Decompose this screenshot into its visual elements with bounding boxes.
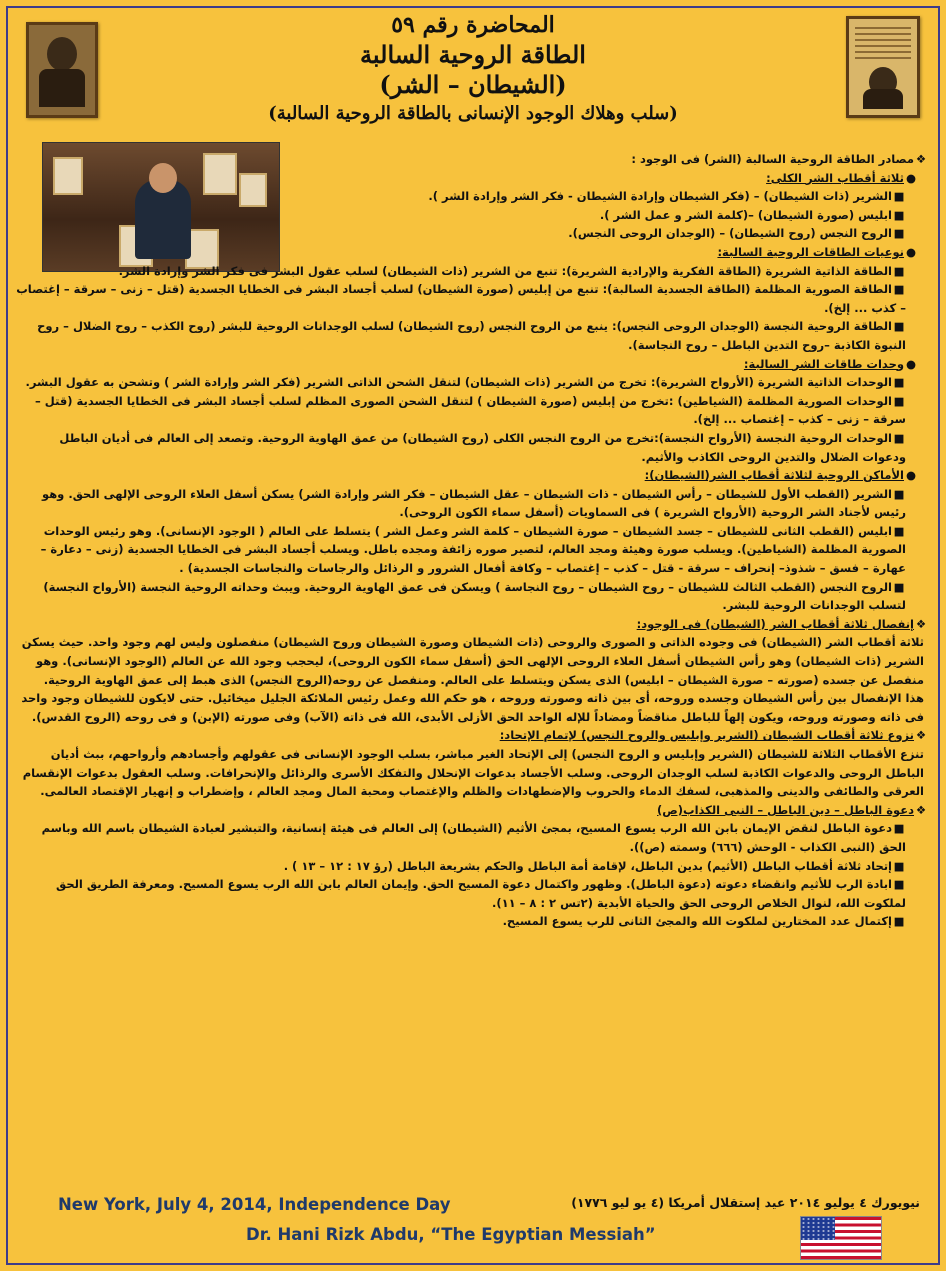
section-text: دعوة الباطل – دين الباطل – النبى الكذاب(ص) [657, 802, 914, 817]
section-text: الروح النجس (روح الشيطان) – (الوجدان الروحى النجس). [568, 226, 892, 241]
section-text: ابليس (القطب الثانى للشيطان – جسد الشيطان – صورة الشيطان – كلمة الشر وعمل الشر ) يتسلط على العالم ( الوجود الإنسانى). وهو رئيس الوحدات الصورية المظلمة (الشياطين). ويسلب صورة وهيئة ومجد العالم، لتصير صوره زائفة ومجده باطل. ويسلب أجساد البشر فى الخطايا الجسدية (زنى – دعارة – عهارة – فسق – شذوذ– إنحراف – سرقة - قتل – كذب – إغتصاب – وكافة أفعال الشرور و الرذائل والرجاسات والنجاسات الجسدية) . [40, 523, 906, 576]
us-flag-image [800, 1216, 882, 1260]
section-heading [12, 150, 932, 169]
list-item [12, 522, 932, 578]
dot-bullet-icon: ● [905, 356, 917, 371]
list-item [12, 485, 932, 522]
sq-bullet-icon: ■ [893, 375, 905, 390]
lecture-subtitle: (الشيطان – الشر) [379, 70, 567, 99]
book-cover-text-lines [855, 27, 911, 61]
list-item [12, 317, 932, 354]
list-item [12, 206, 932, 225]
footer-author: Dr. Hani Rizk Abdu, “The Egyptian Messiah” [246, 1225, 656, 1244]
lecture-content [12, 150, 932, 931]
sq-bullet-icon: ■ [893, 486, 905, 501]
list-item [12, 912, 932, 931]
section-text: الوحدات الروحية النجسة (الأرواح النجسة):تخرج من الروح النجس الكلى (روح الشيطان) من عمق الهاوية الروحية. وتصعد إلى العالم فى أديان الباطل ودعوات الضلال والتدين الروحى الكاذب والأثيم. [59, 430, 906, 464]
section-text: ابادة الرب للأثيم وانقضاء دعوته (دعوة الباطل). وظهور واكتمال دعوة المسيح الحق. وإيمان العالم بابن الله الرب يسوع المسيح. ومعرفة الطريق الحق لملكوت الله، لنوال الخلاص الروحى الحق والحياة الأبدية (٢تس ٢ : ٨ – ١١). [55, 877, 906, 910]
list-item [12, 262, 932, 281]
section-text: الوحدات الصورية المظلمة (الشياطين) :تخرج من إبليس (صورة الشيطان ) لتنقل الشحن الصورى المظلم لسلب أجساد البشر فى الخطايا الجسدية (قتل – سرقة – زنى – كذب – إغتصاب ... إلخ). [35, 393, 906, 427]
section-text: ثلاثة أقطاب الشر (الشيطان) فى وجوده الذاتى و الصورى والروحى (ذات الشيطان وصورة الشيطان وروح الشيطان) منفصلون وليس لهم وجود واحد. حيث يسكن الشرير (ذات الشيطان) وهو رأس الشيطان أسفل العلاء الروحى الإلهى الحق (أسفل سماء الكون الروحى)، ليحجب وجود الله عن العالم (الوجود الإنسانى). وهو منفصل عن جسده (صورته – صورة الشيطان – ابليس) الذى يسكن ويتسلط على العالم. ومنفصل عن روحه(الروح النجس) الذى هبط إلى عمق الهاوية الروحية. [21, 635, 924, 687]
body-paragraph [12, 745, 932, 801]
portrait-body [39, 69, 85, 107]
section-text: الطاقة الصورية المظلمة (الطاقة الجسدية السالبة): تنبع من إبليس (صورة الشيطان) لسلب أجساد البشر فى الخطايا الجسدية (قتل – زنى – سرقة – إغتصاب – كذب ... إلخ). [16, 282, 906, 315]
list-item [12, 392, 932, 429]
section-text: هذا الإنفصال بين رأس الشيطان وجسده وروحه، أى بين ذاته وصورته وروحه ، هو حكم الله وعمل رئيس الملائكة الجليل ميخائيل. حتى لايكون للشيطان وجود واحد فى ذاته وصورته وروحه، ويكون إلهاً للباطل مناقضاً ومضاداً للإله الواحد الحق الأزلى الأبدى، الله فى ذاته (الآب) وفى صورته (الإبن) و فى روحه (الروح القدس). [21, 691, 924, 724]
sq-bullet-icon: ■ [893, 821, 905, 836]
section-text: الأماكن الروحية لثلاثة أقطاب الشر(الشيطان): [644, 468, 904, 483]
section-text: إنفصال ثلاثة أقطاب الشر (الشيطان) فى الوجود: [636, 616, 914, 631]
list-item [12, 819, 932, 856]
diamond-bullet-icon: ❖ [915, 616, 927, 631]
section-text: الشرير (القطب الأول للشيطان – رأس الشيطان - ذات الشيطان – عقل الشيطان – فكر الشر وإرادة الشر) يسكن أسفل العلاء الروحى الإلهى الحق. وهو رئيس لأجناد الشر الروحية (الأرواح الشريرة ) فى السماويات (أسفل سماء الكون الروحى). [41, 486, 906, 520]
list-item [12, 875, 932, 912]
section-heading [12, 726, 932, 745]
book-cover-body [863, 89, 903, 109]
sq-bullet-icon: ■ [893, 579, 905, 594]
section-text: الوحدات الذاتية الشريرة (الأرواح الشريرة): تخرج من الشرير (ذات الشيطان) لتنقل الشحن الذاتى الشرير (فكر الشر وإرادة الشر ) وتشحن به عقول البشر. [25, 375, 892, 390]
sq-bullet-icon: ■ [893, 430, 905, 445]
section-heading [12, 169, 932, 188]
section-text: وحدات طاقات الشر السالبة: [743, 356, 904, 371]
list-item [12, 857, 932, 876]
section-heading [12, 801, 932, 820]
section-text: نزوع ثلاثة أقطاب الشيطان (الشرير وإبليس والروح النجس) لإتمام الإتحاد: [499, 728, 914, 743]
lecture-description: (سلب وهلاك الوجود الإنسانى بالطاقة الروحية السالبة) [268, 103, 678, 124]
portrait-face [47, 37, 77, 71]
section-text: ابليس (صورة الشيطان) –(كلمة الشر و عمل الشر ). [599, 207, 892, 222]
section-heading [12, 355, 932, 374]
lecture-number: المحاضرة رقم ٥٩ [391, 12, 555, 38]
section-text: نوعيات الطاقات الروحية السالبة: [717, 244, 904, 259]
section-text: مصادر الطاقة الروحية السالبة (الشر) فى الوجود : [631, 152, 914, 166]
book-cover-image [846, 16, 920, 118]
section-text: الروح النجس (القطب الثالث للشيطان – روح الشيطان – روح النجاسة ) ويسكن فى عمق الهاوية الروحية. ويبث وحداته الروحية النجسة (الأرواح النجسة) لتسلب الوجدانات الروحية للبشر. [43, 579, 906, 613]
lecture-header [100, 10, 846, 128]
sq-bullet-icon: ■ [893, 189, 905, 204]
sq-bullet-icon: ■ [893, 858, 905, 873]
dot-bullet-icon: ● [905, 170, 917, 185]
section-text: دعوة الباطل لنقض الإيمان بابن الله الرب يسوع المسيح، بمجئ الأثيم (الشيطان) إلى العالم فى هيئة إنسانية، والتبشير لعبادة الشيطان باسم الله وباسم الحق (النبى الكذاب - الوحش (٦٦٦) وسمته (ص)). [41, 821, 906, 854]
list-item [12, 578, 932, 615]
section-text: ثلاثة أقطاب الشر الكلى: [766, 170, 904, 185]
sq-bullet-icon: ■ [893, 207, 905, 222]
section-heading [12, 243, 932, 262]
footer-date-english: New York, July 4, 2014, Independence Day [58, 1195, 451, 1214]
lecture-title: الطاقة الروحية السالبة [360, 40, 586, 69]
footer-date-arabic: نيويورك ٤ يوليو ٢٠١٤ عيد إستقلال أمريكا (٤ يو ليو ١٧٧٦) [571, 1195, 920, 1210]
dot-bullet-icon: ● [905, 244, 917, 259]
sq-bullet-icon: ■ [893, 319, 905, 334]
sq-bullet-icon: ■ [893, 877, 905, 892]
list-item [12, 187, 932, 206]
diamond-bullet-icon: ❖ [915, 802, 927, 817]
diamond-bullet-icon: ❖ [915, 728, 927, 743]
list-item [12, 224, 932, 243]
sq-bullet-icon: ■ [893, 282, 905, 297]
dot-bullet-icon: ● [905, 468, 917, 483]
section-text: الطاقة الروحية النجسة (الوجدان الروحى النجس): ينبع من الروح النجس (روح الشيطان) لسلب الوجدانات الروحية للبشر (روح الكذب – روح الضلال – روح النبوة الكاذبة –روح التدين الباطل – روح النجاسة). [37, 319, 906, 352]
section-text: إكتمال عدد المختارين لملكوت الله والمجئ الثانى للرب يسوع المسيح. [502, 914, 892, 929]
sq-bullet-icon: ■ [893, 914, 905, 929]
section-heading [12, 466, 932, 485]
list-item [12, 373, 932, 392]
sq-bullet-icon: ■ [893, 523, 905, 538]
section-text: إتحاد ثلاثة أقطاب الباطل (الأثيم) بدين الباطل، لإقامة أمة الباطل والحكم بشريعة الباطل (رؤ ١٧ : ١٢ – ١٣ ) . [283, 858, 892, 873]
sq-bullet-icon: ■ [893, 226, 905, 241]
diamond-bullet-icon: ❖ [915, 152, 927, 166]
section-heading [12, 615, 932, 634]
section-text: تنزع الأقطاب الثلاثة للشيطان (الشرير وإبليس و الروح النجس) إلى الإتحاد الغير مباشر، بسلب الوجود الإنسانى فى عقولهم وأجسادهم وأرواحهم، ببث أديان الباطل الروحى والدعوات الكاذبة لسلب الوجدان الروحى. وسلب الأجساد بدعوات الإنحلال والتفكك الأسرى والرذائل والإنحرافات. وسلب العقول بدعوات الإنقسام العرقى والطائفى والدينى والمذهبى، لسفك الدماء والحروب والإضطهادات والظلم والإغتصاب ومحبة المال ومجد العالم ، وإضطراب و إنهيار الإقتصاد العالمى. [22, 747, 924, 799]
body-paragraph [12, 689, 932, 726]
body-paragraph [12, 633, 932, 689]
portrait-left-image [26, 22, 98, 118]
list-item [12, 429, 932, 466]
sq-bullet-icon: ■ [893, 393, 905, 408]
list-item [12, 280, 932, 317]
sq-bullet-icon: ■ [893, 263, 905, 278]
section-text: الشرير (ذات الشيطان) – (فكر الشيطان وإرادة الشيطان - فكر الشر وإرادة الشر ). [428, 189, 892, 204]
section-text: الطاقة الذاتية الشريرة (الطاقة الفكرية والإرادية الشريرة): تنبع من الشرير (ذات الشيطان) لسلب عقول البشر فى فكر الشر وإرادة الشر. [118, 263, 892, 278]
us-flag-canton [801, 1217, 835, 1240]
